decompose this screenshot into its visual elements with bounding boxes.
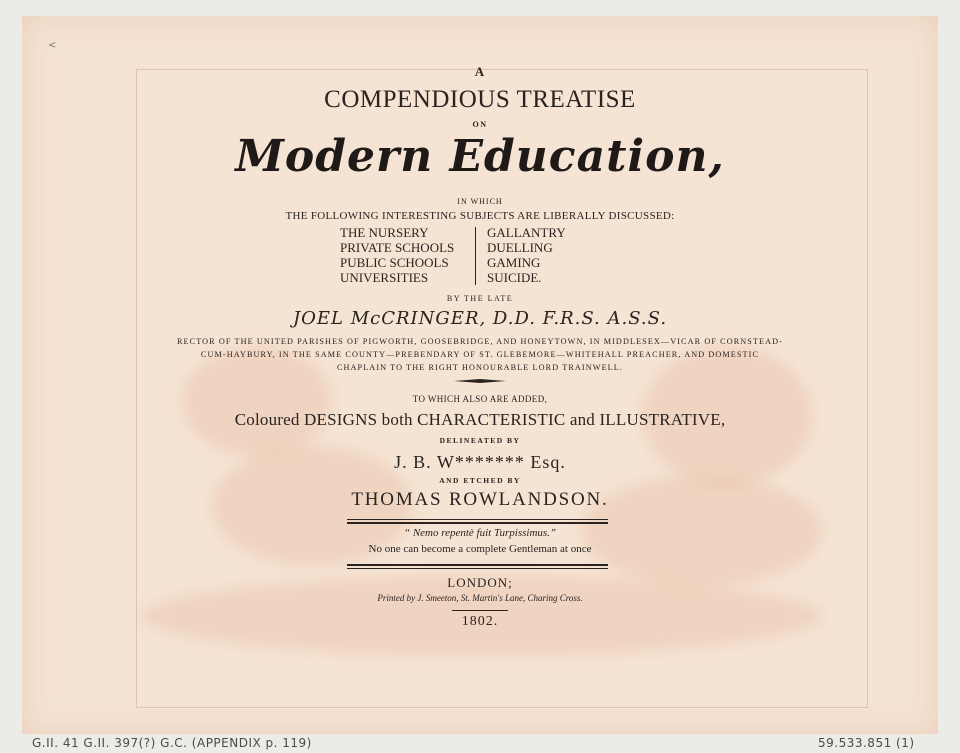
double-rule-bottom [347,568,608,569]
subject-item: THE NURSERY [340,225,429,240]
subjects-list [340,225,640,287]
title-on: ON [472,120,488,129]
double-rule-top [347,522,608,524]
etched-by: AND ETCHED BY [439,476,521,485]
author-titles-line: CUM-HAYBURY, IN THE SAME COUNTY—PREBENDARY OF ST. GLEBEMORE—WHITEHALL PREACHER, AND DOMESTIC [200,350,760,359]
motto-latin: “ Nemo repentè fuit Turpissimus.” [403,527,557,539]
ornament-rule [454,379,506,383]
subjects-right-column [487,225,617,285]
subject-item: GALLANTRY [487,225,566,240]
in-which-text: IN WHICH [457,197,503,206]
subject-item: DUELLING [487,240,553,255]
to-which-added: TO WHICH ALSO ARE ADDED, [412,394,548,404]
catalogue-number: 59.533.851 (1) [818,736,915,750]
year-rule [452,610,508,611]
etcher-name: THOMAS ROWLANDSON. [351,489,609,510]
imprint-printer: Printed by J. Smeeton, St. Martin's Lane, Charing Cross. [377,593,583,603]
title-article: A [474,64,486,79]
title-compendious: COMPENDIOUS TREATISE [324,86,636,113]
subjects-intro: THE FOLLOWING INTERESTING SUBJECTS ARE LIBERALLY DISCUSSED: [285,210,675,222]
subjects-left-column [340,225,470,285]
subjects-divider [475,227,476,285]
imprint-year: 1802. [461,614,499,629]
motto-english: No one can become a complete Gentleman at once [368,543,592,555]
by-the-late: BY THE LATE [446,294,514,303]
author-titles [0,335,960,374]
author-name: JOEL McCRINGER, D.D. F.R.S. A.S.S. [292,308,668,329]
subject-item: SUICIDE. [487,270,542,285]
coloured-designs: Coloured DESIGNS both CHARACTERISTIC and ILLUSTRATIVE, [234,410,726,429]
author-titles-line: CHAPLAIN TO THE RIGHT HONOURABLE LORD TRAINWELL. [336,363,624,372]
imprint-city: LONDON; [447,575,513,590]
delineated-by: DELINEATED BY [439,436,521,445]
double-rule-bottom [347,564,608,566]
double-rule-top [347,519,608,520]
corner-mark: < [48,40,57,51]
catalogue-note-left: G.II. 41 G.II. 397(?) G.C. (APPENDIX p. 119) [32,736,312,750]
subject-item: PRIVATE SCHOOLS [340,240,455,255]
author-titles-line: RECTOR OF THE UNITED PARISHES OF PIGWORTH, GOOSEBRIDGE, AND HONEYTOWN, IN MIDDLESEX—VICAR OF CORNSTEAD- [176,337,784,346]
title-modern-education: Modern Education, [235,131,725,182]
subject-item: UNIVERSITIES [340,270,429,285]
designer-name: J. B. W******* Esq. [394,452,566,472]
subject-item: PUBLIC SCHOOLS [340,255,449,270]
subject-item: GAMING [487,255,541,270]
